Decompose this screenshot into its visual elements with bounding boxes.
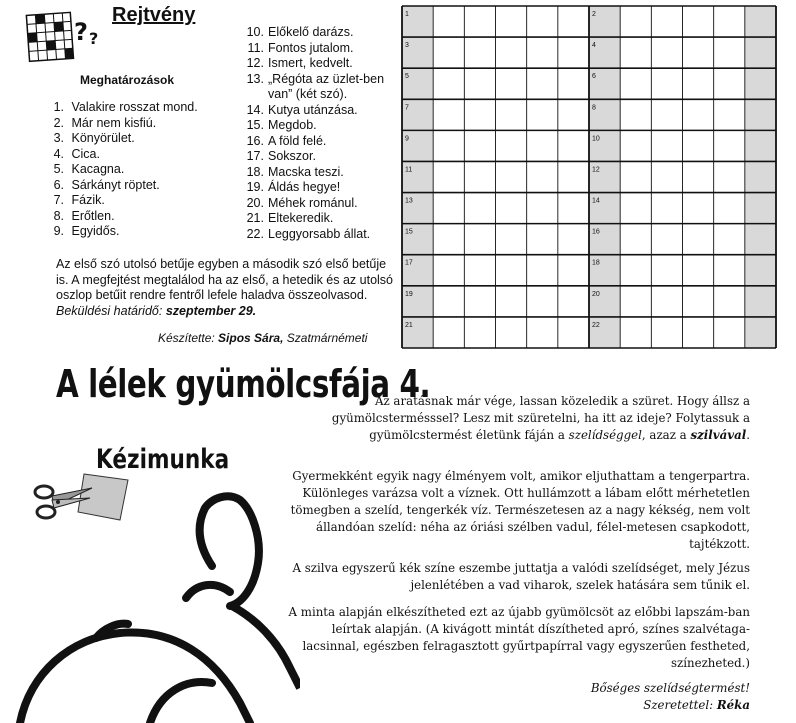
- svg-text:?: ?: [74, 18, 88, 46]
- clue-text: Könyörület.: [71, 131, 135, 145]
- clue-text: Már nem kisfiú.: [71, 115, 157, 130]
- clue-number: 16.: [246, 133, 264, 148]
- clue-text: Ismert, kedvelt.: [268, 56, 353, 70]
- clue-number: 20.: [246, 195, 264, 210]
- clues_right-clue-18: [242, 165, 392, 181]
- paragraph-sea: Gyermekként egyik nagy élményem volt, amikor eljuthattam a tengerpartra. Különleges varázsa volt a víznek. Ott hullámzott a lábam előtt mérhetetlen tömegben a szelíd, tengerkék víz. Természetesen az a nagy kékség, nem volt állandóan szelíd: néha az óriási szélben vadul, félel-metesen csapkodott, tajtékzott.: [290, 469, 750, 551]
- intro-text-2: , azaz a: [641, 428, 691, 442]
- clue-number: 9.: [53, 224, 64, 238]
- clue-text: Eltekeredik.: [268, 211, 334, 225]
- crossword-question-icon: [22, 6, 112, 68]
- clue-number: 22.: [246, 226, 264, 241]
- clue-number: 17.: [246, 149, 264, 163]
- intro-text: Az aratásnak már vége, lassan közeledik a szüret. Hogy állsz a gyümölcstermésssel? Lesz mit szüretelni, ha itt az ideje? Folytassuk a gyümölcstermést életünk fáján a: [331, 394, 750, 442]
- clue-text: Macska teszi.: [268, 164, 344, 179]
- clue-text: Kutya utánzása.: [268, 102, 358, 117]
- grid-number: 14: [592, 197, 600, 205]
- grid-number: 3: [405, 42, 409, 50]
- clue-number: 18.: [246, 164, 264, 179]
- definitions-heading: Meghatározások: [80, 73, 175, 87]
- clue-number: 6.: [53, 177, 64, 192]
- paragraph-plum: A szilva egyszerű kék színe eszembe juttatja a valódi szelídséget, mely Jézus jelenlétében a vad viharok, szelek hatására sem tűnik el.: [292, 561, 750, 592]
- clues_right-clue-19: [242, 180, 392, 196]
- clue-number: 7.: [53, 193, 64, 207]
- intro-emphasis-2: szilvával: [690, 428, 747, 442]
- clues_left-clue-6: [48, 178, 198, 194]
- clues_left-clue-1: [48, 100, 198, 116]
- grid-number: 6: [592, 73, 596, 81]
- clue-number: 1.: [53, 100, 64, 114]
- article-title: A lélek gyümölcsfája 4.: [56, 362, 431, 406]
- clue-number: 5.: [53, 162, 64, 176]
- intro-emphasis-1: szelídséggel: [568, 428, 642, 442]
- deadline-label: Beküldési határidő:: [56, 303, 163, 318]
- grid-number: 12: [592, 166, 600, 174]
- clue-number: 19.: [246, 180, 264, 194]
- clue-text: Kacagna.: [71, 162, 125, 176]
- clues_right-clue-16: [242, 134, 392, 150]
- clues_right-clue-11: [242, 41, 392, 57]
- section-title: Kézimunka: [96, 444, 230, 475]
- grid-number: 10: [592, 135, 600, 143]
- clue-number: 8.: [53, 208, 64, 223]
- clue-text: Előkelő darázs.: [268, 25, 354, 39]
- clue-number: 21.: [246, 211, 264, 225]
- grid-number: 7: [405, 104, 409, 112]
- grid-number: 8: [592, 104, 596, 112]
- grid-number: 13: [405, 197, 413, 205]
- clue-text: Egyidős.: [71, 224, 120, 238]
- clue-number: 4.: [53, 146, 64, 161]
- puzzle-instructions: [56, 257, 398, 319]
- clue-number: 2.: [53, 115, 64, 130]
- clues-list-left: [48, 100, 198, 240]
- instructions-text: Az első szó utolsó betűje egyben a második szó első betűje is. A megfejtést megtalálod ha az első, a hetedik és az utolsó oszlop betűit rendre fentről lefele haladva összeolvasod.: [56, 257, 394, 302]
- clues_left-clue-3: [48, 131, 198, 147]
- grid-number: 21: [405, 321, 413, 329]
- crossword-grid: [401, 5, 777, 349]
- clue-text: Megdob.: [268, 118, 317, 132]
- clue-number: 12.: [246, 56, 264, 70]
- clues_right-clue-17: [242, 149, 392, 165]
- clues_left-clue-9: [48, 224, 198, 240]
- puzzle-credit: [158, 331, 367, 345]
- signature-prefix: Szeretettel:: [643, 698, 714, 712]
- clue-text: Leggyorsabb állat.: [268, 226, 371, 241]
- puzzle-title: Rejtvény: [112, 4, 196, 26]
- clue-text: Sokszor.: [268, 149, 316, 163]
- deadline-date: szeptember 29.: [165, 303, 257, 318]
- clue-number: 14.: [246, 102, 264, 117]
- paragraph-instructions: A minta alapján elkészítheted ezt az újabb gyümölcsöt az előbbi lapszám-ban leírtak alapján. (A kivágott mintát díszítheted apró, színes szalvétaga-lacsinnal, egészben felragasztott gyűrtpapírral vagy egyszerűen festheted, színezheted.): [288, 605, 750, 670]
- clue-text: Áldás hegye!: [268, 180, 341, 194]
- clue-text: Erőtlen.: [71, 208, 115, 223]
- clues_right-clue-14: [242, 103, 392, 119]
- grid-number: 11: [405, 166, 413, 174]
- grid-number: 19: [405, 290, 413, 298]
- clues_right-clue-20: [242, 196, 392, 212]
- grid-number: 16: [592, 228, 600, 236]
- clues_right-clue-10: [242, 25, 392, 41]
- clue-text: Méhek románul.: [268, 195, 358, 210]
- credit-place: Szatmárnémeti: [286, 331, 368, 345]
- credit-name: Sipos Sára,: [218, 331, 284, 345]
- clues_right-clue-22: [242, 227, 392, 243]
- clues_left-clue-7: [48, 193, 198, 209]
- grid-number: 18: [592, 259, 600, 267]
- clues_left-clue-5: [48, 162, 198, 178]
- clues_right-clue-21: [242, 211, 392, 227]
- intro-text-3: .: [746, 428, 750, 442]
- svg-text:?: ?: [89, 29, 99, 48]
- clues_right-clue-15: [242, 118, 392, 134]
- clue-text: Fontos jutalom.: [268, 40, 354, 55]
- grid-number: 17: [405, 259, 413, 267]
- plum-outline-illustration: [0, 488, 300, 723]
- signature-block: [450, 680, 750, 714]
- grid-number: 4: [592, 42, 596, 50]
- clue-text: A föld felé.: [268, 133, 327, 148]
- grid-number: 15: [405, 228, 413, 236]
- grid-number: 22: [592, 321, 600, 329]
- clue-text: Valakire rosszat mond.: [71, 100, 198, 114]
- clues_left-clue-4: [48, 147, 198, 163]
- grid-number: 20: [592, 290, 600, 298]
- grid-number: 9: [405, 135, 409, 143]
- clue-text: Fázik.: [71, 193, 105, 207]
- clue-text: Sárkányt röptet.: [71, 177, 160, 192]
- grid-number: 1: [405, 11, 409, 18]
- grid-shaded-column: [745, 6, 776, 348]
- grid-number: 5: [405, 73, 409, 81]
- clues_right-clue-12: [242, 56, 392, 72]
- clues_left-clue-2: [48, 116, 198, 132]
- clues_right-clue-13: [242, 72, 392, 103]
- paragraph-intro: [280, 393, 750, 444]
- clue-number: 15.: [246, 118, 264, 132]
- clue-number: 11.: [247, 40, 264, 55]
- clue-number: 3.: [53, 131, 64, 145]
- signature-name: Réka: [716, 698, 750, 712]
- clues_left-clue-8: [48, 209, 198, 225]
- clue-number: 10.: [246, 25, 264, 39]
- clue-number: 13.: [246, 71, 264, 86]
- clue-text: Cica.: [71, 146, 100, 161]
- clue-text: „Régóta az üzlet-ben van” (két szó).: [268, 71, 385, 101]
- grid-number: 2: [592, 11, 596, 18]
- credit-prefix: Készítette:: [158, 331, 215, 345]
- clues-list-right: [242, 25, 392, 242]
- closing-line: Bőséges szelídségtermést!: [590, 681, 750, 695]
